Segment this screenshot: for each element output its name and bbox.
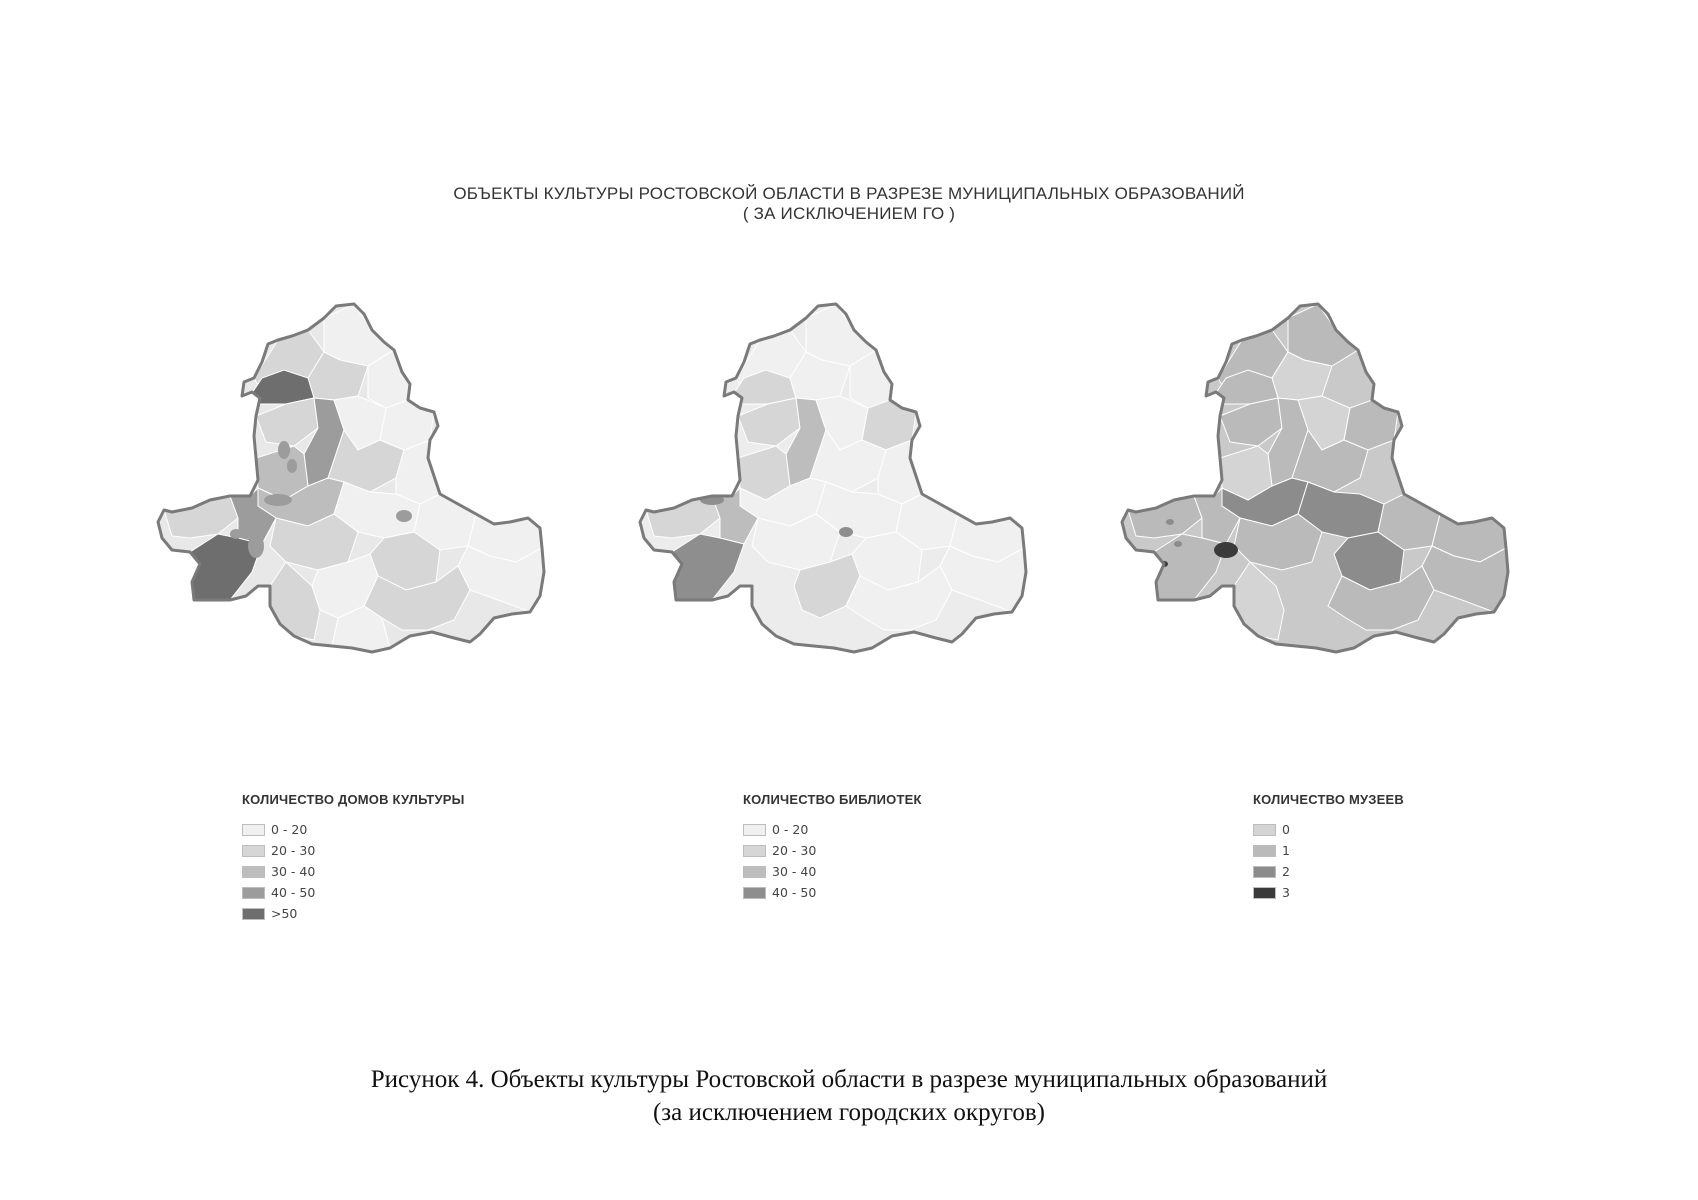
urban-district <box>278 441 290 459</box>
legend-item <box>1253 882 1404 903</box>
legend-label: 30 - 40 <box>772 864 817 879</box>
legend-libraries <box>743 792 922 903</box>
urban-district <box>699 536 713 556</box>
legend-label: 40 - 50 <box>271 885 316 900</box>
figure-caption-line-1: Рисунок 4. Объекты культуры Ростовской области в разрезе муниципальных образований <box>370 1066 1328 1093</box>
legend-swatch <box>743 845 766 857</box>
urban-district <box>264 494 292 506</box>
legend-label: 0 - 20 <box>772 822 809 837</box>
legend-swatch <box>1253 845 1276 857</box>
legend-item <box>1253 861 1404 882</box>
legend-title: КОЛИЧЕСТВО БИБЛИОТЕК <box>743 792 922 807</box>
urban-district <box>230 529 242 539</box>
figure-caption <box>0 1063 1698 1129</box>
legend-item <box>743 840 922 861</box>
page-title-line-2: ( ЗА ИСКЛЮЧЕНИЕМ ГО ) <box>742 204 956 223</box>
legend-item <box>242 819 465 840</box>
urban-district <box>1150 474 1158 486</box>
legend-swatch <box>743 824 766 836</box>
legend-houses-of-culture <box>242 792 465 924</box>
legend-label: 0 - 20 <box>271 822 308 837</box>
legend-label: 20 - 30 <box>772 843 817 858</box>
legend-item <box>242 903 465 924</box>
legend-label: >50 <box>271 906 298 921</box>
urban-district <box>839 527 853 537</box>
legend-swatch <box>743 887 766 899</box>
legend-item <box>743 861 922 882</box>
legend-swatch <box>242 845 265 857</box>
urban-district <box>1174 541 1182 547</box>
legend-swatch <box>242 887 265 899</box>
legend-museums <box>1253 792 1404 903</box>
legend-swatch <box>242 908 265 920</box>
legend-title: КОЛИЧЕСТВО МУЗЕЕВ <box>1253 792 1404 807</box>
page-title <box>0 184 1698 224</box>
legend-swatch <box>242 824 265 836</box>
legend-item <box>743 819 922 840</box>
legend-label: 3 <box>1282 885 1290 900</box>
legend-swatch <box>242 866 265 878</box>
urban-district <box>1214 542 1238 558</box>
legend-label: 2 <box>1282 864 1290 879</box>
urban-district <box>717 452 727 468</box>
urban-district <box>1145 496 1151 504</box>
legend-item <box>242 861 465 882</box>
page-title-line-1: ОБЪЕКТЫ КУЛЬТУРЫ РОСТОВСКОЙ ОБЛАСТИ В РАЗРЕЗЕ МУНИЦИПАЛЬНЫХ ОБРАЗОВАНИЙ <box>453 184 1245 203</box>
urban-district <box>728 470 736 482</box>
legend-label: 30 - 40 <box>271 864 316 879</box>
legend-item <box>1253 819 1404 840</box>
figure-caption-line-2: (за исключением городских округов) <box>652 1099 1046 1126</box>
legend-item <box>743 882 922 903</box>
map-houses-of-culture <box>158 300 598 730</box>
legend-label: 20 - 30 <box>271 843 316 858</box>
map-libraries <box>640 300 1080 730</box>
urban-district <box>287 459 297 473</box>
legend-label: 0 <box>1282 822 1290 837</box>
legend-item <box>242 840 465 861</box>
urban-district <box>1166 519 1174 525</box>
legend-swatch <box>1253 887 1276 899</box>
legend-item <box>242 882 465 903</box>
urban-district <box>248 534 264 558</box>
legend-label: 40 - 50 <box>772 885 817 900</box>
legend-swatch <box>743 866 766 878</box>
legend-swatch <box>1253 824 1276 836</box>
map-museums <box>1122 300 1562 730</box>
legend-item <box>1253 840 1404 861</box>
legend-title: КОЛИЧЕСТВО ДОМОВ КУЛЬТУРЫ <box>242 792 465 807</box>
district-fills <box>646 304 1026 630</box>
urban-district <box>396 510 412 522</box>
legend-label: 1 <box>1282 843 1290 858</box>
legend-swatch <box>1253 866 1276 878</box>
